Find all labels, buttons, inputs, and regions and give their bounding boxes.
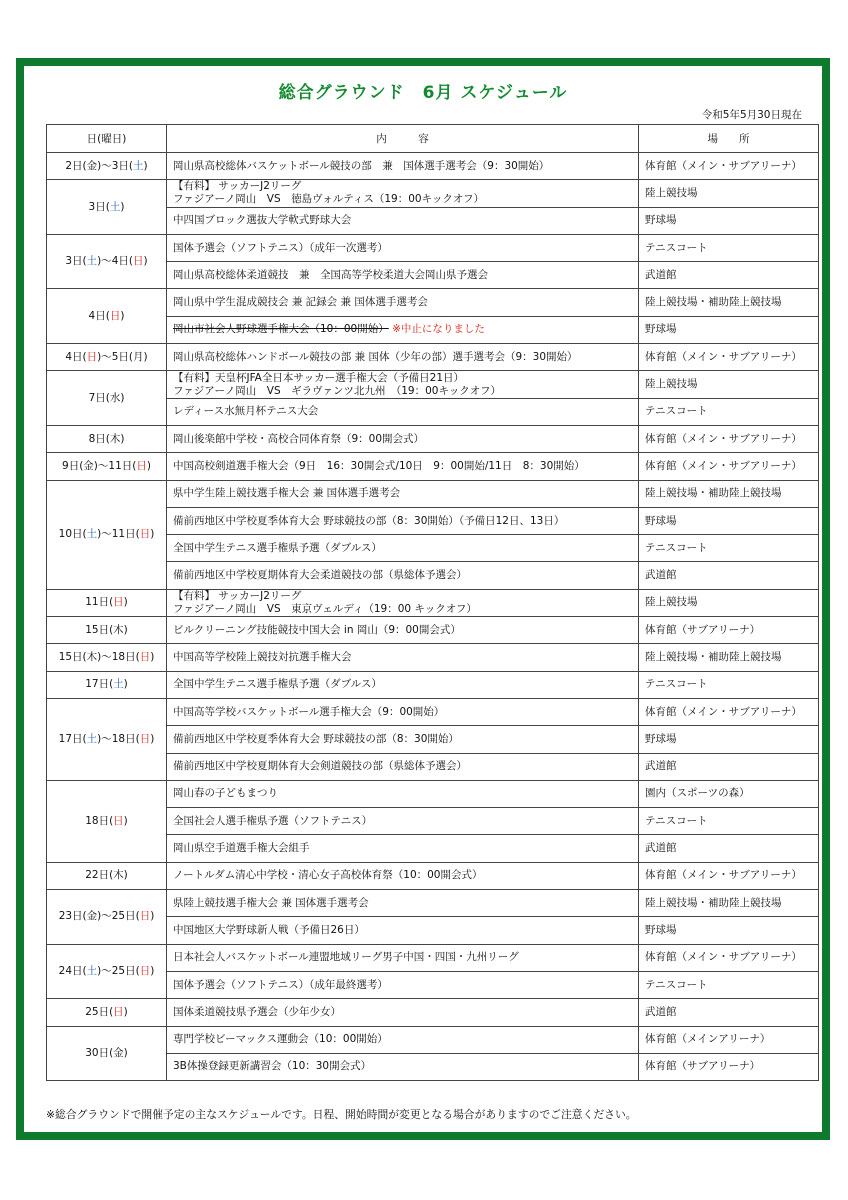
event-line: 中国高校剣道選手権大会（9日 16：30開会式/10日 9：00開始/11日 8：30開始） (173, 459, 585, 472)
event-place: 陸上競技場・補助陸上競技場 (639, 644, 819, 671)
event-line: 全国社会人選手権県予選（ソフトテニス） (173, 814, 373, 827)
event-line: レディース水無月杯テニス大会 (173, 405, 319, 418)
saturday-label: 土 (86, 255, 98, 268)
event-place: 陸上競技場 (639, 589, 819, 616)
date-cell (47, 480, 167, 589)
event-place: 体育館（メイン・サブアリーナ） (639, 453, 819, 480)
date-text: )～18日( (97, 732, 140, 745)
event-line: ノートルダム清心中学校・清心女子高校体育祭（10：00開会式） (173, 869, 483, 882)
date-cell (47, 453, 167, 480)
date-text: 17日( (58, 732, 87, 745)
sunday-label: 日 (139, 528, 151, 541)
green-frame (16, 58, 830, 1140)
event-line: 岡山春の子どもまつり (173, 787, 278, 800)
event-content (167, 944, 639, 971)
header-place: 場 所 (639, 125, 819, 153)
date-text: )～5日(月) (97, 350, 148, 363)
event-content (167, 398, 639, 425)
event-place: 陸上競技場 (639, 180, 819, 207)
event-place: 体育館（メインアリーナ） (639, 1026, 819, 1053)
event-place: テニスコート (639, 671, 819, 698)
table-row (47, 480, 819, 507)
table-row (47, 289, 819, 316)
date-text: ) (150, 964, 155, 977)
date-cell (47, 890, 167, 945)
saturday-label: 土 (86, 732, 98, 745)
event-content (167, 153, 639, 180)
event-content (167, 535, 639, 562)
date-text: ) (150, 528, 155, 541)
event-place: テニスコート (639, 535, 819, 562)
date-cell (47, 780, 167, 862)
date-text: 17日( (85, 678, 114, 691)
event-content (167, 971, 639, 998)
date-cell (47, 153, 167, 180)
date-cell (47, 862, 167, 889)
event-place: 武道館 (639, 562, 819, 589)
date-text: )～4日( (97, 255, 134, 268)
event-place: 園内（スポーツの森） (639, 780, 819, 807)
event-line: 備前西地区中学校夏期体育大会剣道競技の部（県総体予選会） (173, 760, 467, 773)
event-place: 武道館 (639, 262, 819, 289)
date-text: ) (143, 159, 148, 172)
event-place: 野球場 (639, 316, 819, 343)
event-place: 体育館（メイン・サブアリーナ） (639, 344, 819, 371)
event-content (167, 917, 639, 944)
header-date: 日(曜日) (47, 125, 167, 153)
date-cell (47, 234, 167, 289)
date-text: ) (123, 596, 128, 609)
table-row (47, 180, 819, 207)
sunday-label: 日 (113, 814, 124, 827)
event-line: 中国高等学校陸上競技対抗選手権大会 (173, 650, 352, 663)
event-line: 備前西地区中学校夏期体育大会柔道競技の部（県総体予選会） (173, 569, 467, 582)
event-place: 体育館（メイン・サブアリーナ） (639, 153, 819, 180)
table-row (47, 1026, 819, 1053)
schedule-body (47, 153, 819, 1081)
table-row (47, 999, 819, 1026)
event-line: 国体予選会（ソフトテニス）（成年一次選考） (173, 241, 388, 254)
sunday-label: 日 (86, 350, 98, 363)
date-text: ) (150, 910, 155, 923)
sunday-label: 日 (113, 596, 124, 609)
date-text: ) (123, 678, 128, 691)
date-text: 9日(金)～11日( (62, 459, 137, 472)
event-place: 体育館（メイン・サブアリーナ） (639, 425, 819, 452)
date-text: )～25日( (97, 964, 140, 977)
event-content (167, 698, 639, 725)
event-content (167, 1026, 639, 1053)
event-line: ファジアーノ岡山 VS ギラヴァンツ北九州 （19：00キックオフ） (173, 384, 501, 397)
date-text: ) (143, 255, 148, 268)
event-line: 国体柔道競技県予選会（少年少女） (173, 1005, 341, 1018)
event-content (167, 453, 639, 480)
sunday-label: 日 (113, 1005, 124, 1018)
event-line: 日本社会人バスケットボール連盟地域リーグ男子中国・四国・九州リーグ (173, 951, 519, 964)
event-line: 専門学校ビーマックス運動会（10：00開始） (173, 1033, 388, 1046)
event-line: 備前西地区中学校夏季体育大会 野球競技の部（8：30開始）（予備日12日、13日） (173, 514, 565, 527)
date-text: 10日( (58, 528, 87, 541)
event-line: 全国中学生テニス選手権県予選（ダブルス） (173, 541, 382, 554)
event-place: 陸上競技場・補助陸上競技場 (639, 480, 819, 507)
table-row (47, 862, 819, 889)
event-content (167, 562, 639, 589)
date-cell (47, 944, 167, 999)
event-line: 岡山県空手道選手権大会組手 (173, 842, 310, 855)
saturday-label: 土 (113, 678, 124, 691)
sunday-label: 日 (139, 964, 151, 977)
date-text: 3日( (88, 200, 110, 213)
event-line: 中国高等学校バスケットボール選手権大会（9：00開始） (173, 705, 445, 718)
table-row (47, 425, 819, 452)
date-text: 3日( (65, 255, 87, 268)
event-line: 【有料】天皇杯JFA全日本サッカー選手権大会（予備日21日） (173, 371, 465, 384)
date-text: 22日(木) (85, 869, 128, 882)
event-line: 岡山県高校総体ハンドボール競技の部 兼 国体（少年の部）選手選考会（9：30開始） (173, 350, 578, 363)
page-title: 総合グラウンド 6月 スケジュール (278, 83, 568, 103)
date-cell (47, 671, 167, 698)
table-row (47, 344, 819, 371)
date-text: 2日(金)～3日( (65, 159, 134, 172)
sunday-label: 日 (139, 910, 151, 923)
date-text: ) (150, 650, 155, 663)
date-text: 18日( (85, 814, 114, 827)
event-line: 岡山県高校総体バスケットボール競技の部 兼 国体選手選考会（9：30開始） (173, 159, 550, 172)
event-place: 野球場 (639, 726, 819, 753)
date-text: ) (120, 309, 125, 322)
date-cell (47, 1026, 167, 1081)
event-line: 岡山市社会人野球選手権大会（10：00開始） (173, 323, 389, 336)
date-cell (47, 644, 167, 671)
date-cell (47, 999, 167, 1026)
event-line: 3B体操登録更新講習会（10：30開会式） (173, 1060, 372, 1073)
table-row (47, 890, 819, 917)
event-line: 中国地区大学野球新人戦（予備日26日） (173, 923, 365, 936)
date-cell (47, 289, 167, 344)
table-row (47, 589, 819, 616)
event-place: テニスコート (639, 971, 819, 998)
event-place: 体育館（サブアリーナ） (639, 617, 819, 644)
event-content (167, 234, 639, 261)
event-line: 中四国ブロック選抜大学軟式野球大会 (173, 214, 352, 227)
event-line: 岡山県高校総体柔道競技 兼 全国高等学校柔道大会岡山県予選会 (173, 268, 488, 281)
event-content (167, 780, 639, 807)
event-place: 陸上競技場・補助陸上競技場 (639, 289, 819, 316)
table-row (47, 644, 819, 671)
event-content (167, 289, 639, 316)
event-content (167, 862, 639, 889)
date-text: 7日(水) (88, 391, 125, 404)
date-cell (47, 371, 167, 426)
table-row (47, 371, 819, 398)
footer-note: ※総合グラウンドで開催予定の主なスケジュールです。日程、開始時間が変更となる場合がありますのでご注意ください。 (46, 1108, 637, 1121)
table-row (47, 617, 819, 644)
date-text: 15日(木)～18日( (58, 650, 140, 663)
event-line: 岡山県中学生混成競技会 兼 記録会 兼 国体選手選考会 (173, 296, 428, 309)
event-place: 野球場 (639, 917, 819, 944)
table-row (47, 153, 819, 180)
event-content (167, 207, 639, 234)
event-content (167, 316, 639, 343)
date-cell (47, 698, 167, 780)
event-content (167, 999, 639, 1026)
event-content (167, 589, 639, 616)
event-place: テニスコート (639, 808, 819, 835)
event-line: 国体予選会（ソフトテニス）（成年最終選考） (173, 978, 388, 991)
event-place: 体育館（メイン・サブアリーナ） (639, 944, 819, 971)
table-row (47, 944, 819, 971)
event-content (167, 753, 639, 780)
date-text: ) (120, 200, 125, 213)
table-row (47, 780, 819, 807)
date-text: 8日(木) (88, 432, 125, 445)
sunday-label: 日 (133, 255, 144, 268)
event-place: テニスコート (639, 234, 819, 261)
table-row (47, 671, 819, 698)
event-place: 陸上競技場 (639, 371, 819, 398)
date-text: 30日(金) (85, 1046, 128, 1059)
sunday-label: 日 (109, 309, 121, 322)
event-content (167, 425, 639, 452)
table-row (47, 698, 819, 725)
saturday-label: 土 (86, 964, 98, 977)
date-text: )～11日( (97, 528, 140, 541)
schedule-sheet (24, 66, 822, 1132)
event-content (167, 344, 639, 371)
saturday-label: 土 (109, 200, 121, 213)
table-row (47, 453, 819, 480)
sunday-label: 日 (139, 650, 151, 663)
event-place: 体育館（メイン・サブアリーナ） (639, 698, 819, 725)
date-text: 24日( (58, 964, 87, 977)
event-line: ビルクリーニング技能競技中国大会 in 岡山（9：00開会式） (173, 623, 461, 636)
event-line: 備前西地区中学校夏季体育大会 野球競技の部（8：30開始） (173, 732, 459, 745)
date-text: ) (123, 814, 128, 827)
event-content (167, 671, 639, 698)
date-cell (47, 180, 167, 235)
date-text: ) (150, 732, 155, 745)
event-content (167, 180, 639, 207)
date-cell (47, 425, 167, 452)
event-place: テニスコート (639, 398, 819, 425)
event-content (167, 507, 639, 534)
date-cell (47, 589, 167, 616)
sunday-label: 日 (139, 732, 151, 745)
date-text: 25日( (85, 1005, 114, 1018)
event-line: 県陸上競技選手権大会 兼 国体選手選考会 (173, 896, 369, 909)
event-content (167, 835, 639, 862)
date-text: 15日(木) (85, 623, 128, 636)
event-content (167, 726, 639, 753)
date-cell (47, 344, 167, 371)
event-content (167, 371, 639, 398)
as-of-date: 令和5年5月30日現在 (701, 109, 802, 121)
event-place: 武道館 (639, 835, 819, 862)
saturday-label: 土 (133, 159, 144, 172)
event-place: 野球場 (639, 507, 819, 534)
date-text: ) (123, 1005, 128, 1018)
event-content (167, 808, 639, 835)
event-place: 武道館 (639, 999, 819, 1026)
date-text: 23日(金)～25日( (58, 910, 140, 923)
date-text: ) (146, 459, 151, 472)
date-cell (47, 617, 167, 644)
event-line: 全国中学生テニス選手権県予選（ダブルス） (173, 678, 382, 691)
event-place: 体育館（サブアリーナ） (639, 1053, 819, 1080)
event-line: 【有料】 サッカーJ2リーグ (173, 180, 302, 193)
event-place: 野球場 (639, 207, 819, 234)
event-place: 武道館 (639, 753, 819, 780)
event-line: 岡山後楽館中学校・高校合同体育祭（9：00開会式） (173, 432, 425, 445)
table-row (47, 234, 819, 261)
event-content (167, 890, 639, 917)
date-text: 4日( (65, 350, 87, 363)
event-content (167, 644, 639, 671)
event-place: 陸上競技場・補助陸上競技場 (639, 890, 819, 917)
header-content: 内 容 (167, 125, 639, 153)
date-text: 4日( (88, 309, 110, 322)
event-line: 【有料】 サッカーJ2リーグ (173, 589, 302, 602)
sunday-label: 日 (136, 459, 147, 472)
event-line: 県中学生陸上競技選手権大会 兼 国体選手選考会 (173, 487, 401, 500)
event-line: ファジアーノ岡山 VS 徳島ヴォルティス（19：00キックオフ） (173, 193, 485, 206)
saturday-label: 土 (86, 528, 98, 541)
schedule-table (46, 124, 819, 1081)
event-content (167, 262, 639, 289)
event-line: ファジアーノ岡山 VS 東京ヴェルディ（19：00 キックオフ） (173, 602, 477, 615)
event-place: 体育館（メイン・サブアリーナ） (639, 862, 819, 889)
table-header-row (47, 125, 819, 153)
date-text: 11日( (85, 596, 114, 609)
event-content (167, 480, 639, 507)
cancel-note: ※中止になりました (388, 323, 485, 336)
event-content (167, 617, 639, 644)
event-content (167, 1053, 639, 1080)
